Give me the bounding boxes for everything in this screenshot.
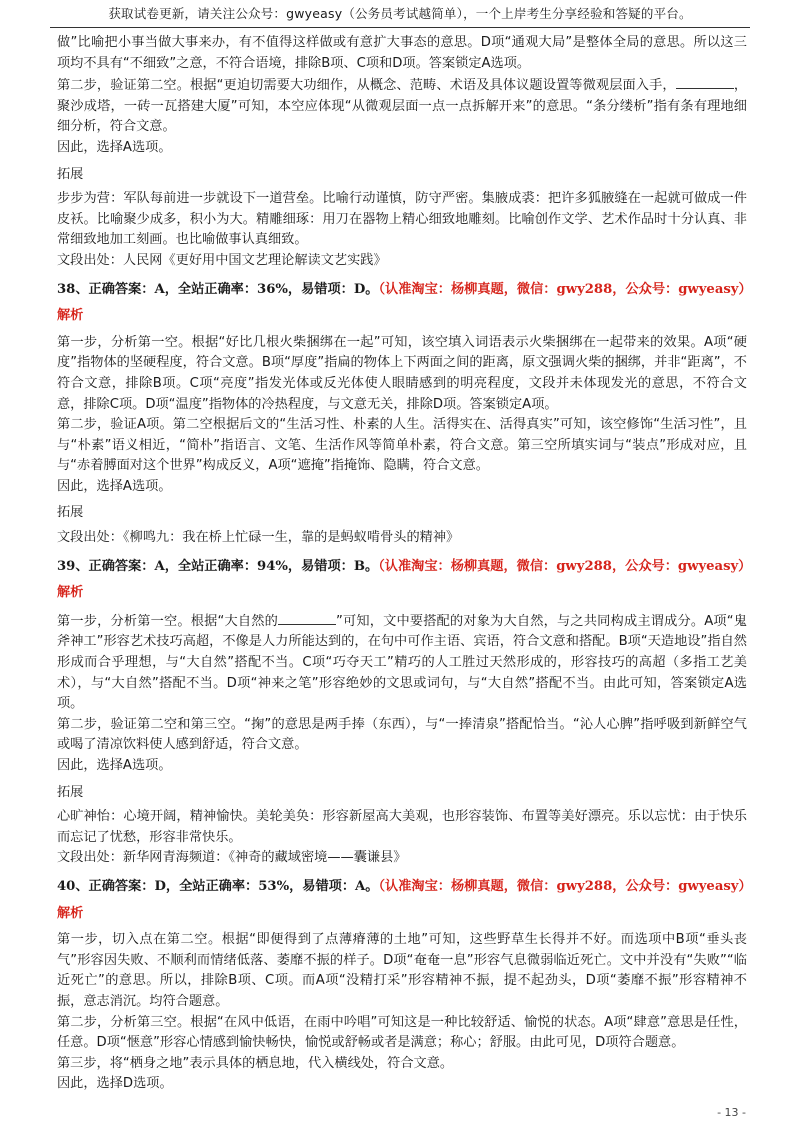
q40-analysis-label: 解析 xyxy=(57,905,84,921)
q39-conclusion: 因此，选择A选项。 xyxy=(57,758,172,773)
answer-blank xyxy=(676,74,734,89)
q39-paragraph-1 xyxy=(57,610,747,715)
q39-analysis-label: 解析 xyxy=(57,585,84,601)
q40-heading xyxy=(57,877,752,898)
q37-source: 文段出处：人民网《更好用中国文艺理论解读文艺实践》 xyxy=(57,252,387,268)
q39-ad: （认准淘宝：杨柳真题，微信：gwy288，公众号：gwyeasy） xyxy=(378,558,752,574)
q38-answer-line: 38、正确答案：A，全站正确率：36%，易错项：D。 xyxy=(57,281,379,297)
q38-analysis-label: 解析 xyxy=(57,308,84,324)
q38-paragraph-1: 第一步，分析第一空。根据“好比几根火柴捆绑在一起”可知，该空填入词语表示火柴捆绑在一起带来的效果。A项“硬度”指物体的坚硬程度，符合文意。B项“厚度”指扁的物体上下两面之间的距离，原文强调火柴的捆绑，并非“距离”，不符合文意，排除B项。C项“亮度”指发光体或反光体使人眼睛感到的明亮程度，文段并未体现发光的意思，不符合文意，排除C项。D项“温度”指物体的冷热程度，与文意无关，排除D项。答案锁定A项。 xyxy=(57,334,747,412)
q40-paragraph-1: 第一步，切入点在第二空。根据“即便得到了点薄瘠薄的土地”可知，这些野草生长得并不好。而选项中B项“垂头丧气”形容因失败、不顺利而情绪低落、萎靡不振的样子。D项“奄奄一息”形容气息微弱临近死亡。文中并没有“失败”“临近死亡”的意思。所以，排除B项、C项。而A项“没精打采”形容精神不振，提不起劲头，D项“萎靡不振”形容精神不振，意志消沉。均符合题意。 xyxy=(57,932,747,1009)
q37-conclusion: 因此，选择A选项。 xyxy=(57,139,172,155)
q38-heading xyxy=(57,280,752,301)
q40-paragraph-3: 第三步，将“栖身之地”表示具体的栖息地，代入横线处，符合文意。 xyxy=(57,1055,454,1071)
q37-paragraph-1: 做”比喻把小事当做大事来办，有不值得这样做或有意扩大事态的意思。D项“通观大局”是整体全局的意思。所以这三项均不具有“不细致”之意，不符合语境，排除B项、C项和D项。答案锁定A选项。 xyxy=(57,35,747,71)
q39-answer-line: 39、正确答案：A，全站正确率：94%，易错项：B。 xyxy=(57,558,379,574)
q39-paragraph-1-b: ”可知，文中要搭配的对象为大自然，与之共同构成主谓成分。A项“鬼斧神工”形容艺术技巧高超，不像是人力所能达到的，在句中可作主语、宾语，符合文意和搭配。B项“天造地设”指自然形成而合乎理想，与“大自然”搭配不当。C项“巧夺天工”精巧的人工胜过天然形成的，形容技巧的高超（多指工艺美术），与“大自然”搭配不当。D项“神来之笔”形容绝妙的文思或词句，与“大自然”搭配不当。由此可知，答案锁定A选项。 xyxy=(57,613,747,712)
header-divider xyxy=(50,27,750,28)
q39-paragraph-2: 第二步，验证第二空和第三空。“掬”的意思是两手捧（东西），与“一捧清泉”搭配恰当。“沁人心脾”指呼吸到新鲜空气或喝了清凉饮料使人感到舒适，符合文意。 xyxy=(57,716,747,753)
q39-paragraph-1-a: 第一步，分析第一空。根据“大自然的 xyxy=(57,613,279,629)
q39-heading xyxy=(57,557,752,578)
answer-blank xyxy=(278,610,336,625)
page-header xyxy=(0,0,800,26)
q40-answer-line: 40、正确答案：D，全站正确率：53%，易错项：A。 xyxy=(57,878,379,894)
q40-ad: （认准淘宝：杨柳真题，微信：gwy288，公众号：gwyeasy） xyxy=(378,878,752,894)
q37-paragraph-2-a: 第二步，验证第二空。根据“更迫切需要大功细作，从概念、范畴、术语及具体议题设置等微观层面入手， xyxy=(57,78,676,94)
q37-paragraph-2 xyxy=(57,74,747,138)
page-number: - 13 - xyxy=(717,1106,746,1119)
q37-extension-label: 拓展 xyxy=(57,166,84,182)
q38-ad: （认准淘宝：杨柳真题，微信：gwy288，公众号：gwyeasy） xyxy=(378,281,752,297)
q40-paragraph-2: 第二步，分析第三空。根据“在风中低语，在雨中吟唱”可知这是一种比较舒适、愉悦的状态。A项“肆意”意思是任性，任意。D项“惬意”形容心情感到愉快畅快，愉悦或舒畅或者是满意；称心；舒服。由此可见，D项符合题意。 xyxy=(57,1014,747,1051)
q37-paragraph-2-b: ，聚沙成塔，一砖一瓦搭建大厦”可知，本空应体现“从微观层面一点一点拆解开来”的意思。“条分缕析”指有条有理地细细分析，符合文意。 xyxy=(57,78,748,135)
q37-extension-text: 步步为营：军队每前进一步就设下一道营垒。比喻行动谨慎，防守严密。集腋成裘：把许多狐腋缝在一起就可做成一件皮袄。比喻聚少成多，积小为大。精雕细琢：用刀在器物上精心细致地雕刻。比喻创作文学、艺术作品时十分认真、非常细致地加工刻画。也比喻做事认真细致。 xyxy=(57,191,747,248)
header-text: 获取试卷更新，请关注公众号：gwyeasy（公务员考试越简单），一个上岸考生分享经验和答疑的平台。 xyxy=(108,6,692,21)
q38-extension-label: 拓展 xyxy=(57,505,84,521)
document-body xyxy=(57,33,752,1095)
q39-source: 文段出处：新华网青海频道：《神奇的藏域密境——囊谦县》 xyxy=(57,850,407,866)
q38-paragraph-2: 第二步，验证A项。第二空根据后文的“生活习性、朴素的人生。活得实在、活得真实”可知，该空修饰“生活习性”，且与“朴素”语义相近，“简朴”指语言、文笔、生活作风等简单朴素，符合文意。第三空所填实词与“装点”形成对应，且与“赤着膊面对这个世界”构成反义，A项“遮掩”指掩饰、隐瞒，符合文意。 xyxy=(57,417,747,474)
q40-conclusion: 因此，选择D选项。 xyxy=(57,1076,173,1092)
q38-source: 文段出处：《柳鸣九：我在桥上忙碌一生，靠的是蚂蚁啃骨头的精神》 xyxy=(57,530,460,546)
q38-conclusion: 因此，选择A选项。 xyxy=(57,478,172,494)
q39-extension-text: 心旷神怡：心境开阔，精神愉快。美轮美奂：形容新屋高大美观，也形容装饰、布置等美好漂亮。乐以忘忧：由于快乐而忘记了忧愁，形容非常快乐。 xyxy=(57,809,747,845)
q39-extension-label: 拓展 xyxy=(57,784,84,800)
